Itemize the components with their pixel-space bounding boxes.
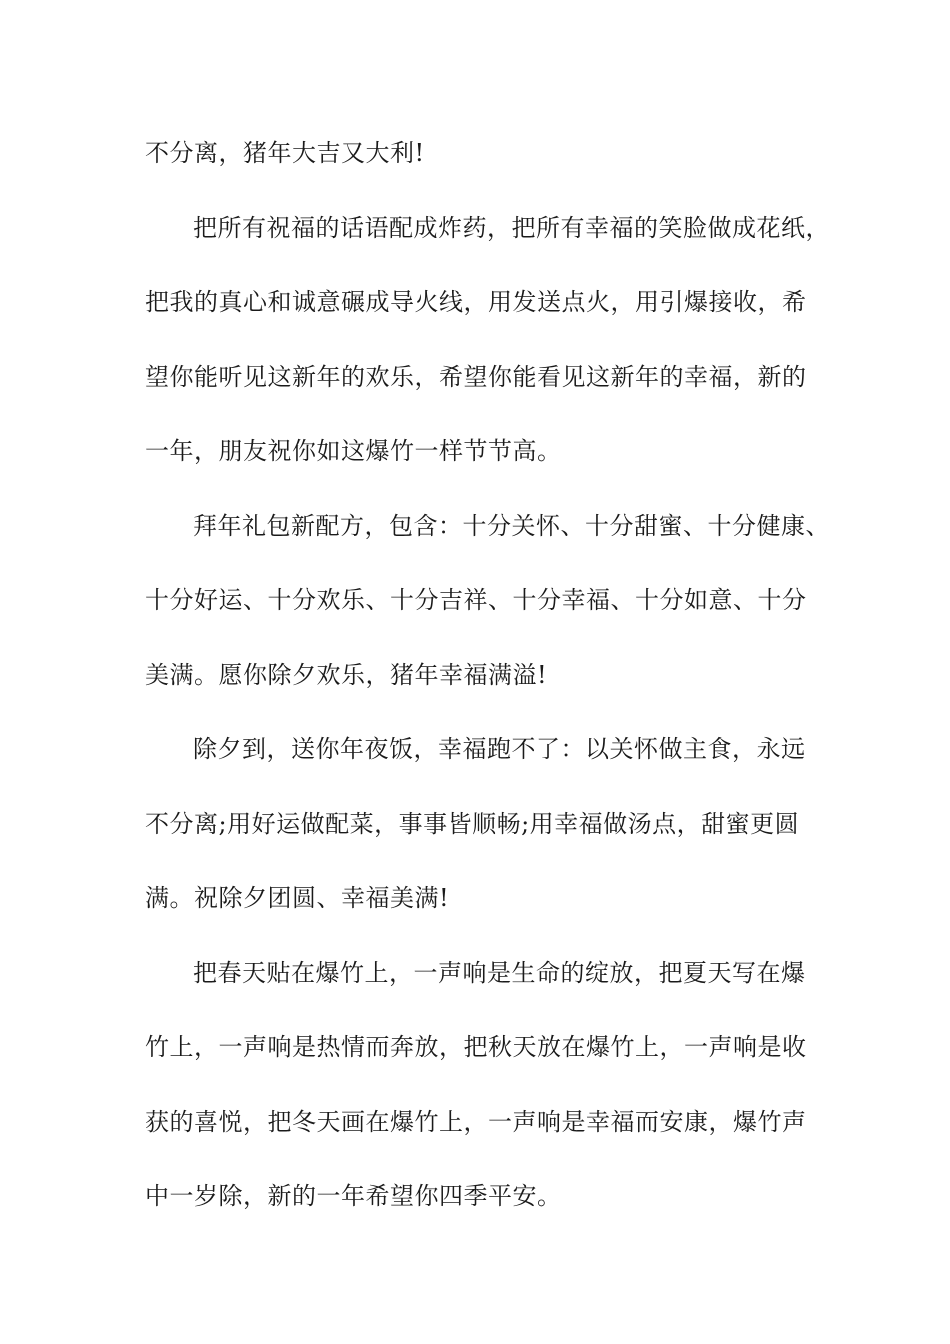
text-line-14: 获的喜悦，把冬天画在爆竹上，一声响是幸福而安康，爆竹声 bbox=[145, 1108, 807, 1136]
text-line-15: 中一岁除，新的一年希望你四季平安。 bbox=[145, 1182, 562, 1210]
text-line-9: 除夕到，送你年夜饭，幸福跑不了：以关怀做主食，永远 bbox=[193, 735, 806, 763]
text-line-10: 不分离;用好运做配菜，事事皆顺畅;用幸福做汤点，甜蜜更圆 bbox=[145, 810, 800, 838]
text-line-2: 把所有祝福的话语配成炸药，把所有幸福的笑脸做成花纸， bbox=[193, 214, 830, 242]
text-line-6: 拜年礼包新配方，包含：十分关怀、十分甜蜜、十分健康、 bbox=[193, 512, 830, 540]
text-line-11: 满。祝除夕团圆、幸福美满! bbox=[145, 884, 450, 912]
text-line-5: 一年，朋友祝你如这爆竹一样节节高。 bbox=[145, 437, 562, 465]
text-line-1: 不分离，猪年大吉又大利! bbox=[145, 139, 425, 167]
text-line-3: 把我的真心和诚意碾成导火线，用发送点火，用引爆接收，希 bbox=[145, 288, 807, 316]
text-line-12: 把春天贴在爆竹上，一声响是生命的绽放，把夏天写在爆 bbox=[193, 959, 806, 987]
text-line-4: 望你能听见这新年的欢乐，希望你能看见这新年的幸福，新的 bbox=[145, 363, 807, 391]
text-line-13: 竹上，一声响是热情而奔放，把秋天放在爆竹上，一声响是收 bbox=[145, 1033, 807, 1061]
text-line-7: 十分好运、十分欢乐、十分吉祥、十分幸福、十分如意、十分 bbox=[145, 586, 807, 614]
text-line-8: 美满。愿你除夕欢乐，猪年幸福满溢! bbox=[145, 661, 548, 689]
